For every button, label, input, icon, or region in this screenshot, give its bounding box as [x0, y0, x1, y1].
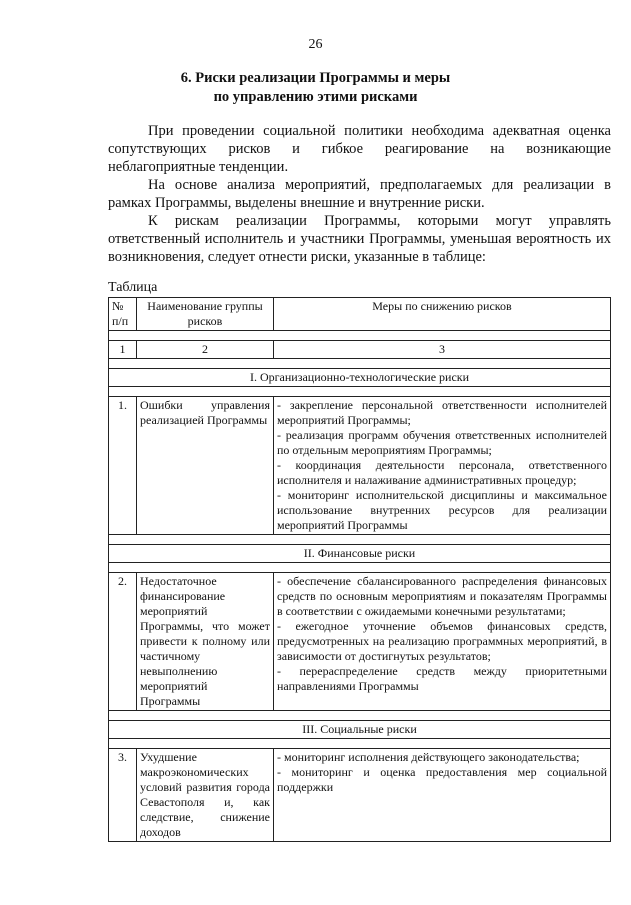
paragraph: При проведении социальной политики необходима адекватная оценка сопутствующих рисков и гибкое реагирование на возникающие неблагоприятные тенденции.	[108, 123, 611, 175]
risk-group-name: Недостаточное финансирование мероприятий Программы, что может привести к полному или частичному невыполнению мероприятий Программы	[137, 573, 274, 711]
column-number: 1	[109, 341, 137, 359]
header-measures: Меры по снижению рисков	[274, 298, 611, 331]
risks-table	[108, 297, 611, 842]
measure-item: - обеспечение сбалансированного распределения финансовых средств по основным мероприятиям и показателям Программы в соответствии с ожидаемыми конечными результатами;	[277, 574, 607, 618]
section-heading: III. Социальные риски	[109, 721, 611, 739]
risk-measures	[274, 749, 611, 842]
column-number-row	[109, 341, 611, 359]
section-title-line-1: 6. Риски реализации Программы и меры	[180, 70, 451, 86]
measure-item: - мониторинг и оценка предоставления мер социальной поддержки	[277, 765, 607, 794]
column-number: 3	[274, 341, 611, 359]
column-number: 2	[137, 341, 274, 359]
risk-group-name: Ухудшение макроэкономических условий развития города Севастополя и, как следствие, снижение доходов	[137, 749, 274, 842]
risk-measures	[274, 397, 611, 535]
table-label: Таблица	[108, 280, 158, 295]
row-num: 3.	[109, 749, 137, 842]
section-heading-row	[109, 721, 611, 739]
table-row	[109, 397, 611, 535]
page-number: 26	[308, 37, 323, 52]
section-heading: I. Организационно-технологические риски	[109, 369, 611, 387]
header-num: № п/п	[109, 298, 137, 331]
measure-item: - мониторинг исполнения действующего законодательства;	[277, 750, 580, 764]
row-num: 2.	[109, 573, 137, 711]
table-header-row	[109, 298, 611, 331]
paragraph: К рискам реализации Программы, которыми могут управлять ответственный исполнитель и участники Программы, уменьшая вероятность их возникновения, следует отнести риски, указанные в таблице:	[108, 213, 611, 265]
measure-item: - закрепление персональной ответственности исполнителей мероприятий Программы;	[277, 398, 607, 427]
section-title-line-2: по управлению этими рисками	[213, 89, 418, 105]
section-heading-row	[109, 369, 611, 387]
paragraph: На основе анализа мероприятий, предполагаемых для реализации в рамках Программы, выделены внешние и внутренние риски.	[108, 177, 611, 211]
measure-item: - реализация программ обучения ответственных исполнителей по отдельным мероприятиям Программы;	[277, 428, 607, 457]
risk-measures	[274, 573, 611, 711]
row-num: 1.	[109, 397, 137, 535]
measure-item: - ежегодное уточнение объемов финансовых средств, предусмотренных на реализацию программных мероприятий, в зависимости от достигнутых результатов;	[277, 619, 607, 663]
body-text	[108, 122, 611, 266]
section-title	[0, 69, 631, 107]
table-row	[109, 749, 611, 842]
section-heading: II. Финансовые риски	[109, 545, 611, 563]
header-name: Наименование группы рисков	[137, 298, 274, 331]
measure-item: - перераспределение средств между приоритетными направлениями Программы	[277, 664, 607, 693]
section-heading-row	[109, 545, 611, 563]
measure-item: - мониторинг исполнительской дисциплины и максимальное использование внутренних ресурсов для реализации мероприятий Программы	[277, 488, 607, 532]
risk-group-name: Ошибки управления реализацией Программы	[137, 397, 274, 535]
measure-item: - координация деятельности персонала, ответственного исполнителя и налаживание административных процедур;	[277, 458, 607, 487]
table-row	[109, 573, 611, 711]
